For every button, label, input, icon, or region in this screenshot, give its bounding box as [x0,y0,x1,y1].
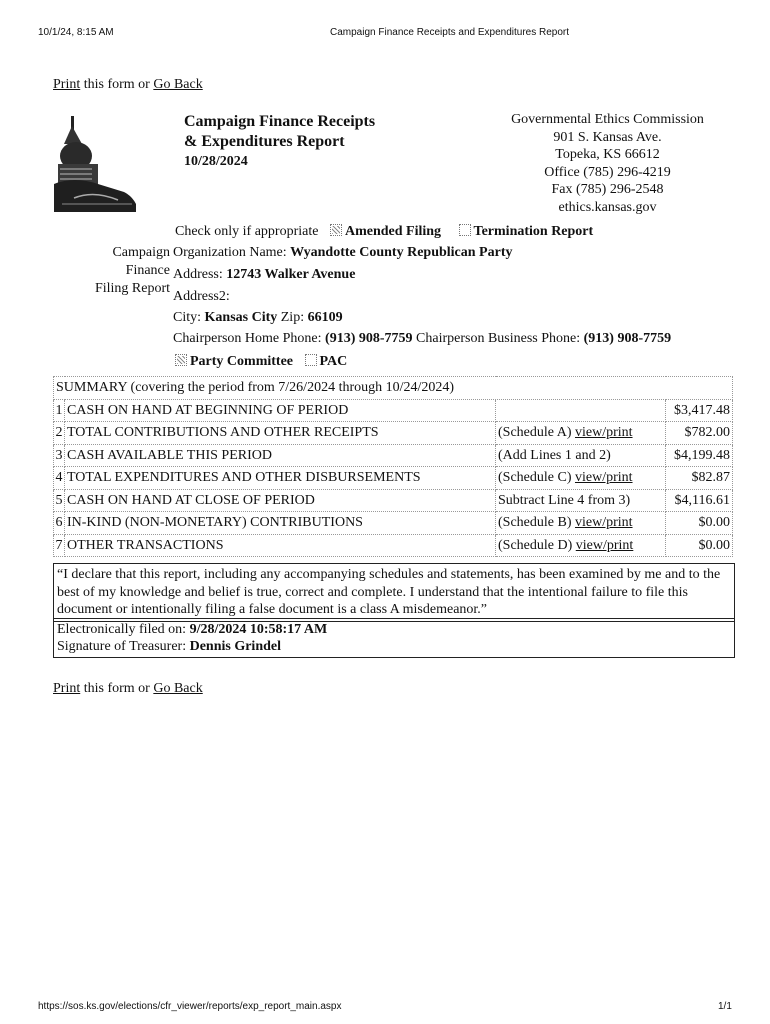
summary-row [54,534,733,557]
commission-website: ethics.kansas.gov [558,199,657,215]
side-label [94,244,170,298]
summary-schedule-cell [496,467,666,490]
side-label-1: Campaign [112,245,170,260]
commission-city: Topeka, KS 66612 [555,147,660,162]
schedule-note: (Add Lines 1 and 2) [498,447,611,463]
summary-line-number: 6 [54,512,65,535]
side-label-3: Filing Report [94,281,170,296]
print-link[interactable]: Print [53,77,81,92]
summary-table [53,376,733,557]
title-line-1: Campaign Finance Receipts [184,113,376,130]
city-value: Kansas City [204,310,278,325]
summary-line-number: 2 [54,422,65,445]
schedule-note: (Schedule C) [498,470,575,485]
title-line-2: & Expenditures Report [184,133,345,150]
filed-label: Electronically filed on: [57,622,187,637]
schedule-note: (Schedule A) [498,425,575,440]
treasurer-row [57,638,731,655]
pac-label: PAC [319,354,348,369]
side-label-2: Finance [125,263,170,278]
pac-checkbox[interactable] [305,354,317,366]
print-page-title: Campaign Finance Receipts and Expenditures Report [330,27,570,38]
summary-heading-row [54,377,733,400]
nav-text-bottom: this form or [80,681,154,696]
city-label: City: [173,310,202,325]
committee-type-row [175,353,347,371]
print-datetime: 10/1/24, 8:15 AM [38,27,114,38]
org-name-label: Organization Name: [173,245,287,260]
check-label: Check only if appropriate [175,224,319,239]
phone-row [173,330,671,348]
summary-schedule-cell [496,444,666,467]
summary-amount: $0.00 [666,534,733,557]
summary-line-number: 5 [54,489,65,512]
summary-line-label: IN-KIND (NON-MONETARY) CONTRIBUTIONS [65,512,496,535]
amended-filing-label: Amended Filing [344,224,442,239]
home-phone-label: Chairperson Home Phone: [173,331,322,346]
summary-line-number: 3 [54,444,65,467]
address-label: Address: [173,267,223,282]
termination-report-label: Termination Report [473,224,594,239]
schedule-note: (Schedule D) [498,537,576,553]
view-print-link[interactable]: view/print [574,425,633,440]
business-phone-label: Chairperson Business Phone: [416,331,581,346]
nav-text: this form or [80,77,154,92]
summary-line-label: CASH ON HAND AT BEGINNING OF PERIOD [65,399,496,422]
address-value: 12743 Walker Avenue [226,267,356,282]
party-committee-checkbox[interactable] [175,354,187,366]
address2-row [173,288,230,306]
summary-schedule-cell [496,399,666,422]
summary-row [54,422,733,445]
summary-row [54,399,733,422]
zip-label: Zip: [280,310,305,325]
summary-line-label: CASH AVAILABLE THIS PERIOD [65,444,496,467]
commission-office-phone: Office (785) 296-4219 [544,164,671,180]
view-print-link[interactable]: view/print [574,515,633,530]
summary-row [54,467,733,490]
report-date: 10/28/2024 [184,154,248,169]
treasurer-label: Signature of Treasurer: [57,639,187,654]
summary-amount: $3,417.48 [666,399,733,422]
declaration-text: “I declare that this report, including any accompanying schedules and statements, has been examined by me and to the best of my knowledge and belief is true, correct and complete. I understand that the intentional failure to file this document or intentionally filing a false document is a class A misdemeanor.” [53,563,735,622]
go-back-link-bottom[interactable]: Go Back [153,681,203,696]
termination-report-checkbox[interactable] [459,224,471,236]
summary-amount: $82.87 [666,467,733,490]
summary-amount: $0.00 [666,512,733,535]
commission-name: Governmental Ethics Commission [511,112,704,127]
report-title [184,112,375,172]
org-name-row [173,244,512,262]
summary-schedule-cell [496,534,666,557]
summary-amount: $782.00 [666,422,733,445]
kansas-capitol-seal-icon [54,114,136,212]
schedule-note: (Schedule B) [498,515,575,530]
summary-row [54,512,733,535]
business-phone-value: (913) 908-7759 [583,331,672,346]
summary-schedule-cell [496,422,666,445]
summary-amount: $4,116.61 [666,489,733,512]
treasurer-value: Dennis Grindel [189,639,281,654]
view-print-link[interactable]: view/print [574,470,633,485]
view-print-link[interactable]: view/print [575,537,634,553]
org-name-value: Wyandotte County Republican Party [290,245,513,260]
commission-street: 901 S. Kansas Ave. [553,129,662,145]
summary-schedule-cell [496,512,666,535]
go-back-link[interactable]: Go Back [153,77,203,92]
commission-address [500,111,715,216]
summary-line-number: 1 [54,399,65,422]
summary-line-label: OTHER TRANSACTIONS [65,534,496,557]
filed-row [57,621,731,638]
commission-fax: Fax (785) 296-2548 [551,182,664,197]
summary-amount: $4,199.48 [666,444,733,467]
address2-label: Address2: [173,289,230,304]
print-link-bottom[interactable]: Print [53,681,81,696]
address-row [173,266,355,284]
zip-value: 66109 [307,310,343,325]
bottom-nav [53,681,203,697]
city-zip-row [173,309,343,327]
summary-line-label: CASH ON HAND AT CLOSE OF PERIOD [65,489,496,512]
summary-schedule-cell [496,489,666,512]
schedule-note: Subtract Line 4 from 3) [498,492,631,508]
summary-row [54,489,733,512]
filed-value: 9/28/2024 10:58:17 AM [189,622,328,637]
print-url: https://sos.ks.gov/elections/cfr_viewer/reports/exp_report_main.aspx [38,1001,342,1012]
print-page-count: 1/1 [718,1001,732,1012]
summary-row [54,444,733,467]
summary-line-label: TOTAL CONTRIBUTIONS AND OTHER RECEIPTS [65,422,496,445]
home-phone-value: (913) 908-7759 [325,331,413,346]
amended-filing-checkbox[interactable] [330,224,342,236]
filing-options [175,223,593,241]
signature-block [53,618,735,658]
summary-line-label: TOTAL EXPENDITURES AND OTHER DISBURSEMENTS [65,467,496,490]
party-committee-label: Party Committee [190,354,294,369]
summary-line-number: 7 [54,534,65,557]
summary-heading: SUMMARY (covering the period from 7/26/2024 through 10/24/2024) [54,377,733,400]
summary-line-number: 4 [54,467,65,490]
top-nav [53,77,203,93]
